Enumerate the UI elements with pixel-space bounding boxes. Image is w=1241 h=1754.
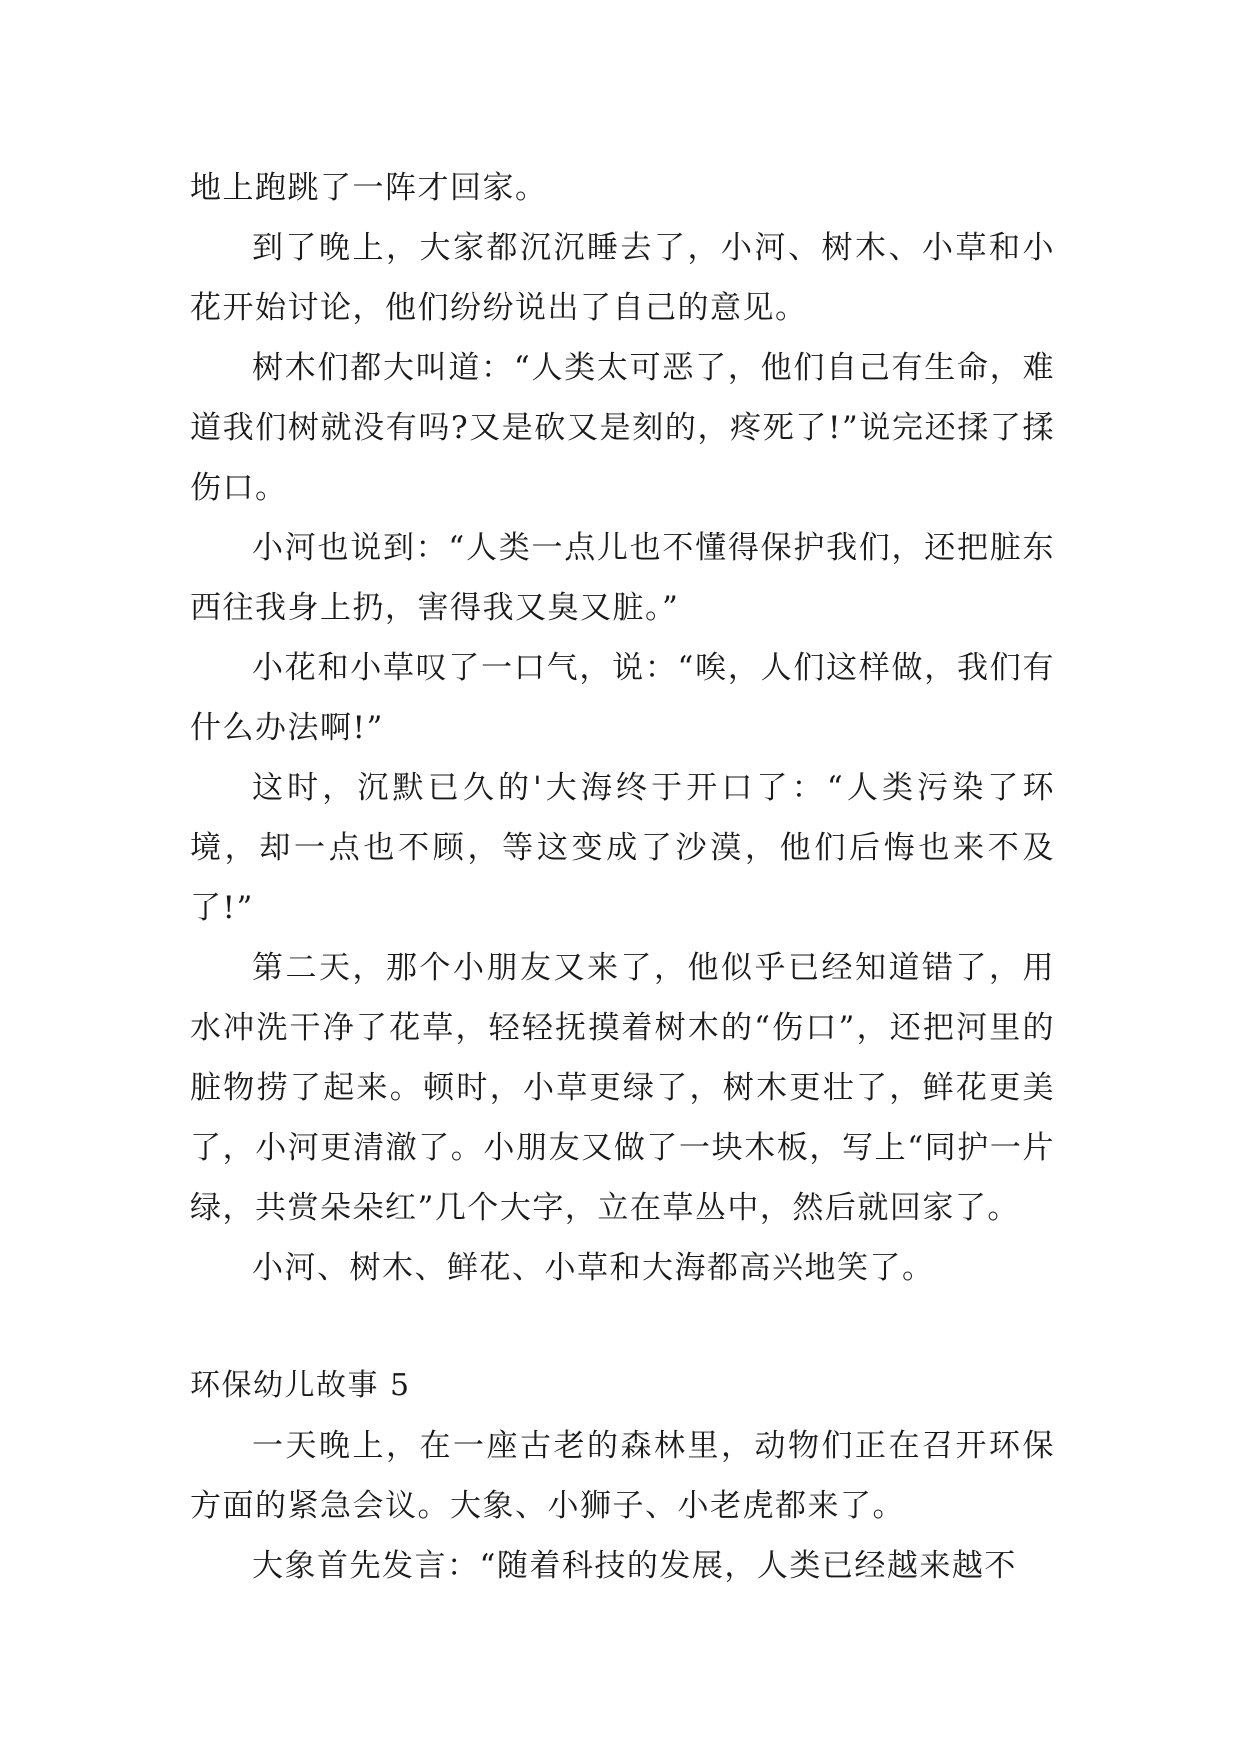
paragraph: 这时，沉默已久的'大海终于开口了：“人类污染了环境，却一点也不顾，等这变成了沙漠，他们后悔也来不及了!”: [190, 770, 1055, 926]
paragraph: 小花和小草叹了一口气，说：“唉，人们这样做，我们有什么办法啊!”: [190, 650, 1055, 746]
paragraph-continuation: 地上跑跳了一阵才回家。: [190, 170, 548, 206]
section-title: 环保幼儿故事 5: [190, 1368, 411, 1403]
paragraph: 到了晚上，大家都沉沉睡去了，小河、树木、小草和小花开始讨论，他们纷纷说出了自己的意见。: [190, 230, 1055, 326]
paragraph: 第二天，那个小朋友又来了，他似乎已经知道错了，用水冲洗干净了花草，轻轻抚摸着树木的“伤口”，还把河里的脏物捞了起来。顿时，小草更绿了，树木更壮了，鲜花更美了，小河更清澈了。小朋友又做了一块木板，写上“同护一片绿，共赏朵朵红”几个大字，立在草丛中，然后就回家了。: [190, 950, 1055, 1226]
paragraph: 树木们都大叫道：“人类太可恶了，他们自己有生命，难道我们树就没有吗?又是砍又是刻的，疼死了!”说完还揉了揉伤口。: [190, 350, 1055, 506]
paragraph: 大象首先发言：“随着科技的发展，人类已经越来越不: [252, 1548, 1017, 1584]
document-page: [190, 158, 1055, 1596]
paragraph: 一天晚上，在一座古老的森林里，动物们正在召开环保方面的紧急会议。大象、小狮子、小老虎都来了。: [190, 1428, 1055, 1524]
paragraph: 小河也说到：“人类一点儿也不懂得保护我们，还把脏东西往我身上扔，害得我又臭又脏。”: [190, 530, 1055, 626]
paragraph: 小河、树木、鲜花、小草和大海都高兴地笑了。: [252, 1250, 935, 1286]
